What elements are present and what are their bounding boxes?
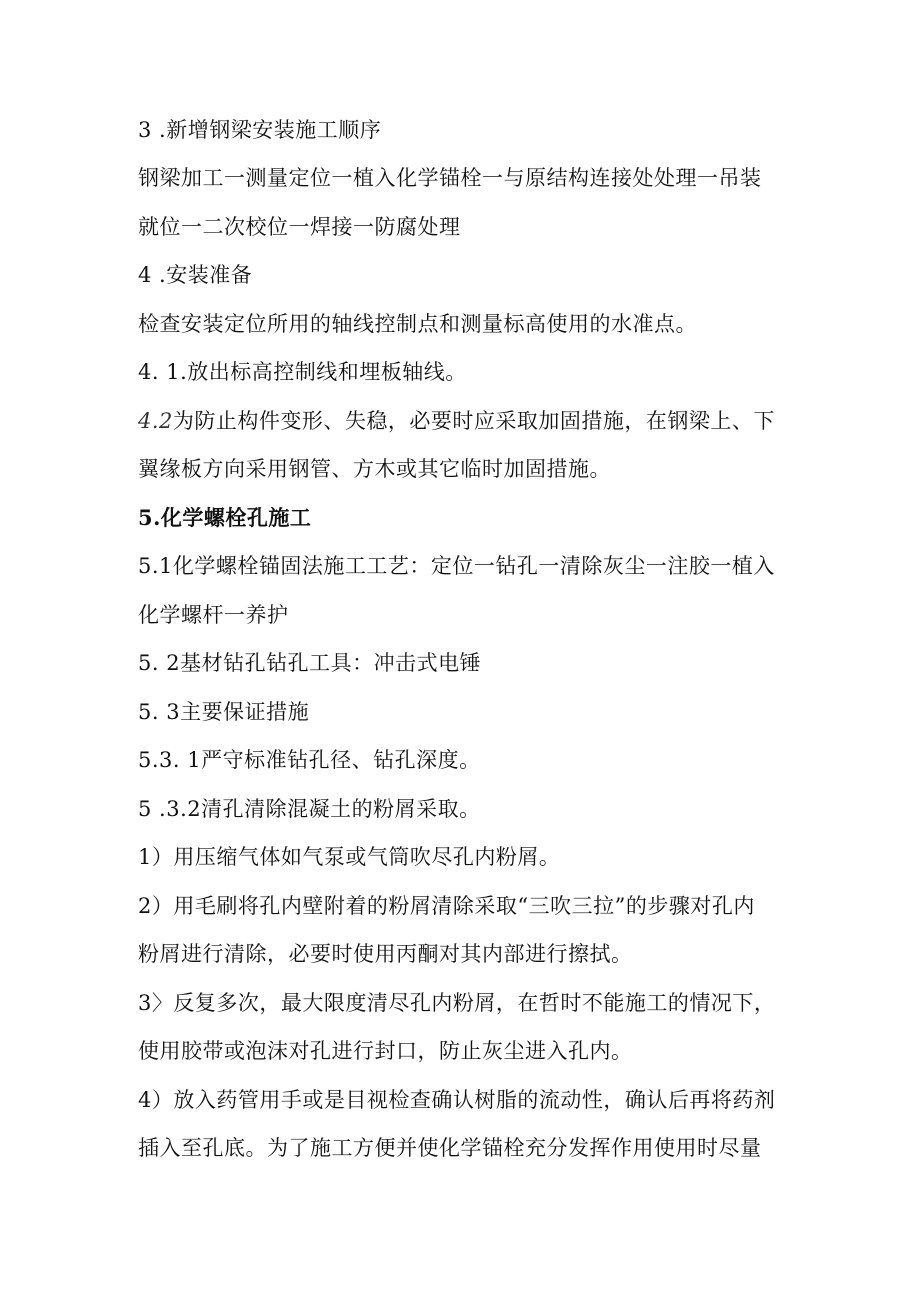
paragraph-line: 检查安装定位所用的轴线控制点和测量标高使用的水准点。 <box>138 312 697 336</box>
section-heading-4: 4 .安装准备 <box>138 263 253 287</box>
paragraph-line: 1）用压缩气体如气泵或气筒吹尽孔内粉屑。 <box>138 845 561 869</box>
item-number: 4.2 <box>138 409 173 433</box>
paragraph-line: 插入至孔底。为了施工方便并使化学锚栓充分发挥作用使用时尽量 <box>138 1136 762 1160</box>
paragraph-line: 翼缘板方向采用钢管、方木或其它临时加固措施。 <box>138 457 611 481</box>
section-heading-3: 3 .新增钢梁安装施工顺序 <box>138 118 382 142</box>
paragraph-line: 5.1化学螺栓锚固法施工工艺：定位一钻孔一清除灰尘一注胶一植入 <box>138 554 775 578</box>
paragraph-line: 化学螺杆一养护 <box>138 603 289 627</box>
paragraph-text: 为防止构件变形、失稳，必要时应采取加固措施，在钢梁上、下 <box>172 409 775 433</box>
paragraph-line: 3〉反复多次，最大限度清尽孔内粉屑，在哲时不能施工的情况下， <box>138 991 776 1015</box>
paragraph-line: 2）用毛刷将孔内壁附着的粉屑清除采取“三吹三拉”的步骤对孔内 <box>138 894 755 918</box>
paragraph-line: 使用胶带或泡沫对孔进行封口，防止灰尘进入孔内。 <box>138 1039 633 1063</box>
paragraph-line: 5 .3.2清孔清除混凝土的粉屑采取。 <box>138 797 481 821</box>
paragraph-line: 5. 2基材钻孔钻孔工具：冲击式电锤 <box>138 651 482 675</box>
paragraph-line: 4）放入药管用手或是目视检查确认树脂的流动性，确认后再将药剂 <box>138 1088 776 1112</box>
paragraph-line <box>138 406 798 436</box>
paragraph-line: 钢梁加工一测量定位一植入化学锚栓一与原结构连接处处理一吊装 <box>138 166 762 190</box>
paragraph-line: 5.3. 1严守标准钻孔径、钻孔深度。 <box>138 748 481 772</box>
paragraph-line: 5. 3主要保证措施 <box>138 700 310 724</box>
paragraph-line: 粉屑进行清除，必要时使用丙酮对其内部进行擦拭。 <box>138 942 633 966</box>
paragraph-line: 就位一二次校位一焊接一防腐处理 <box>138 215 461 239</box>
section-heading-5: 5.化学螺栓孔施工 <box>138 505 312 530</box>
paragraph-line: 4. 1.放出标高控制线和埋板轴线。 <box>138 360 467 384</box>
